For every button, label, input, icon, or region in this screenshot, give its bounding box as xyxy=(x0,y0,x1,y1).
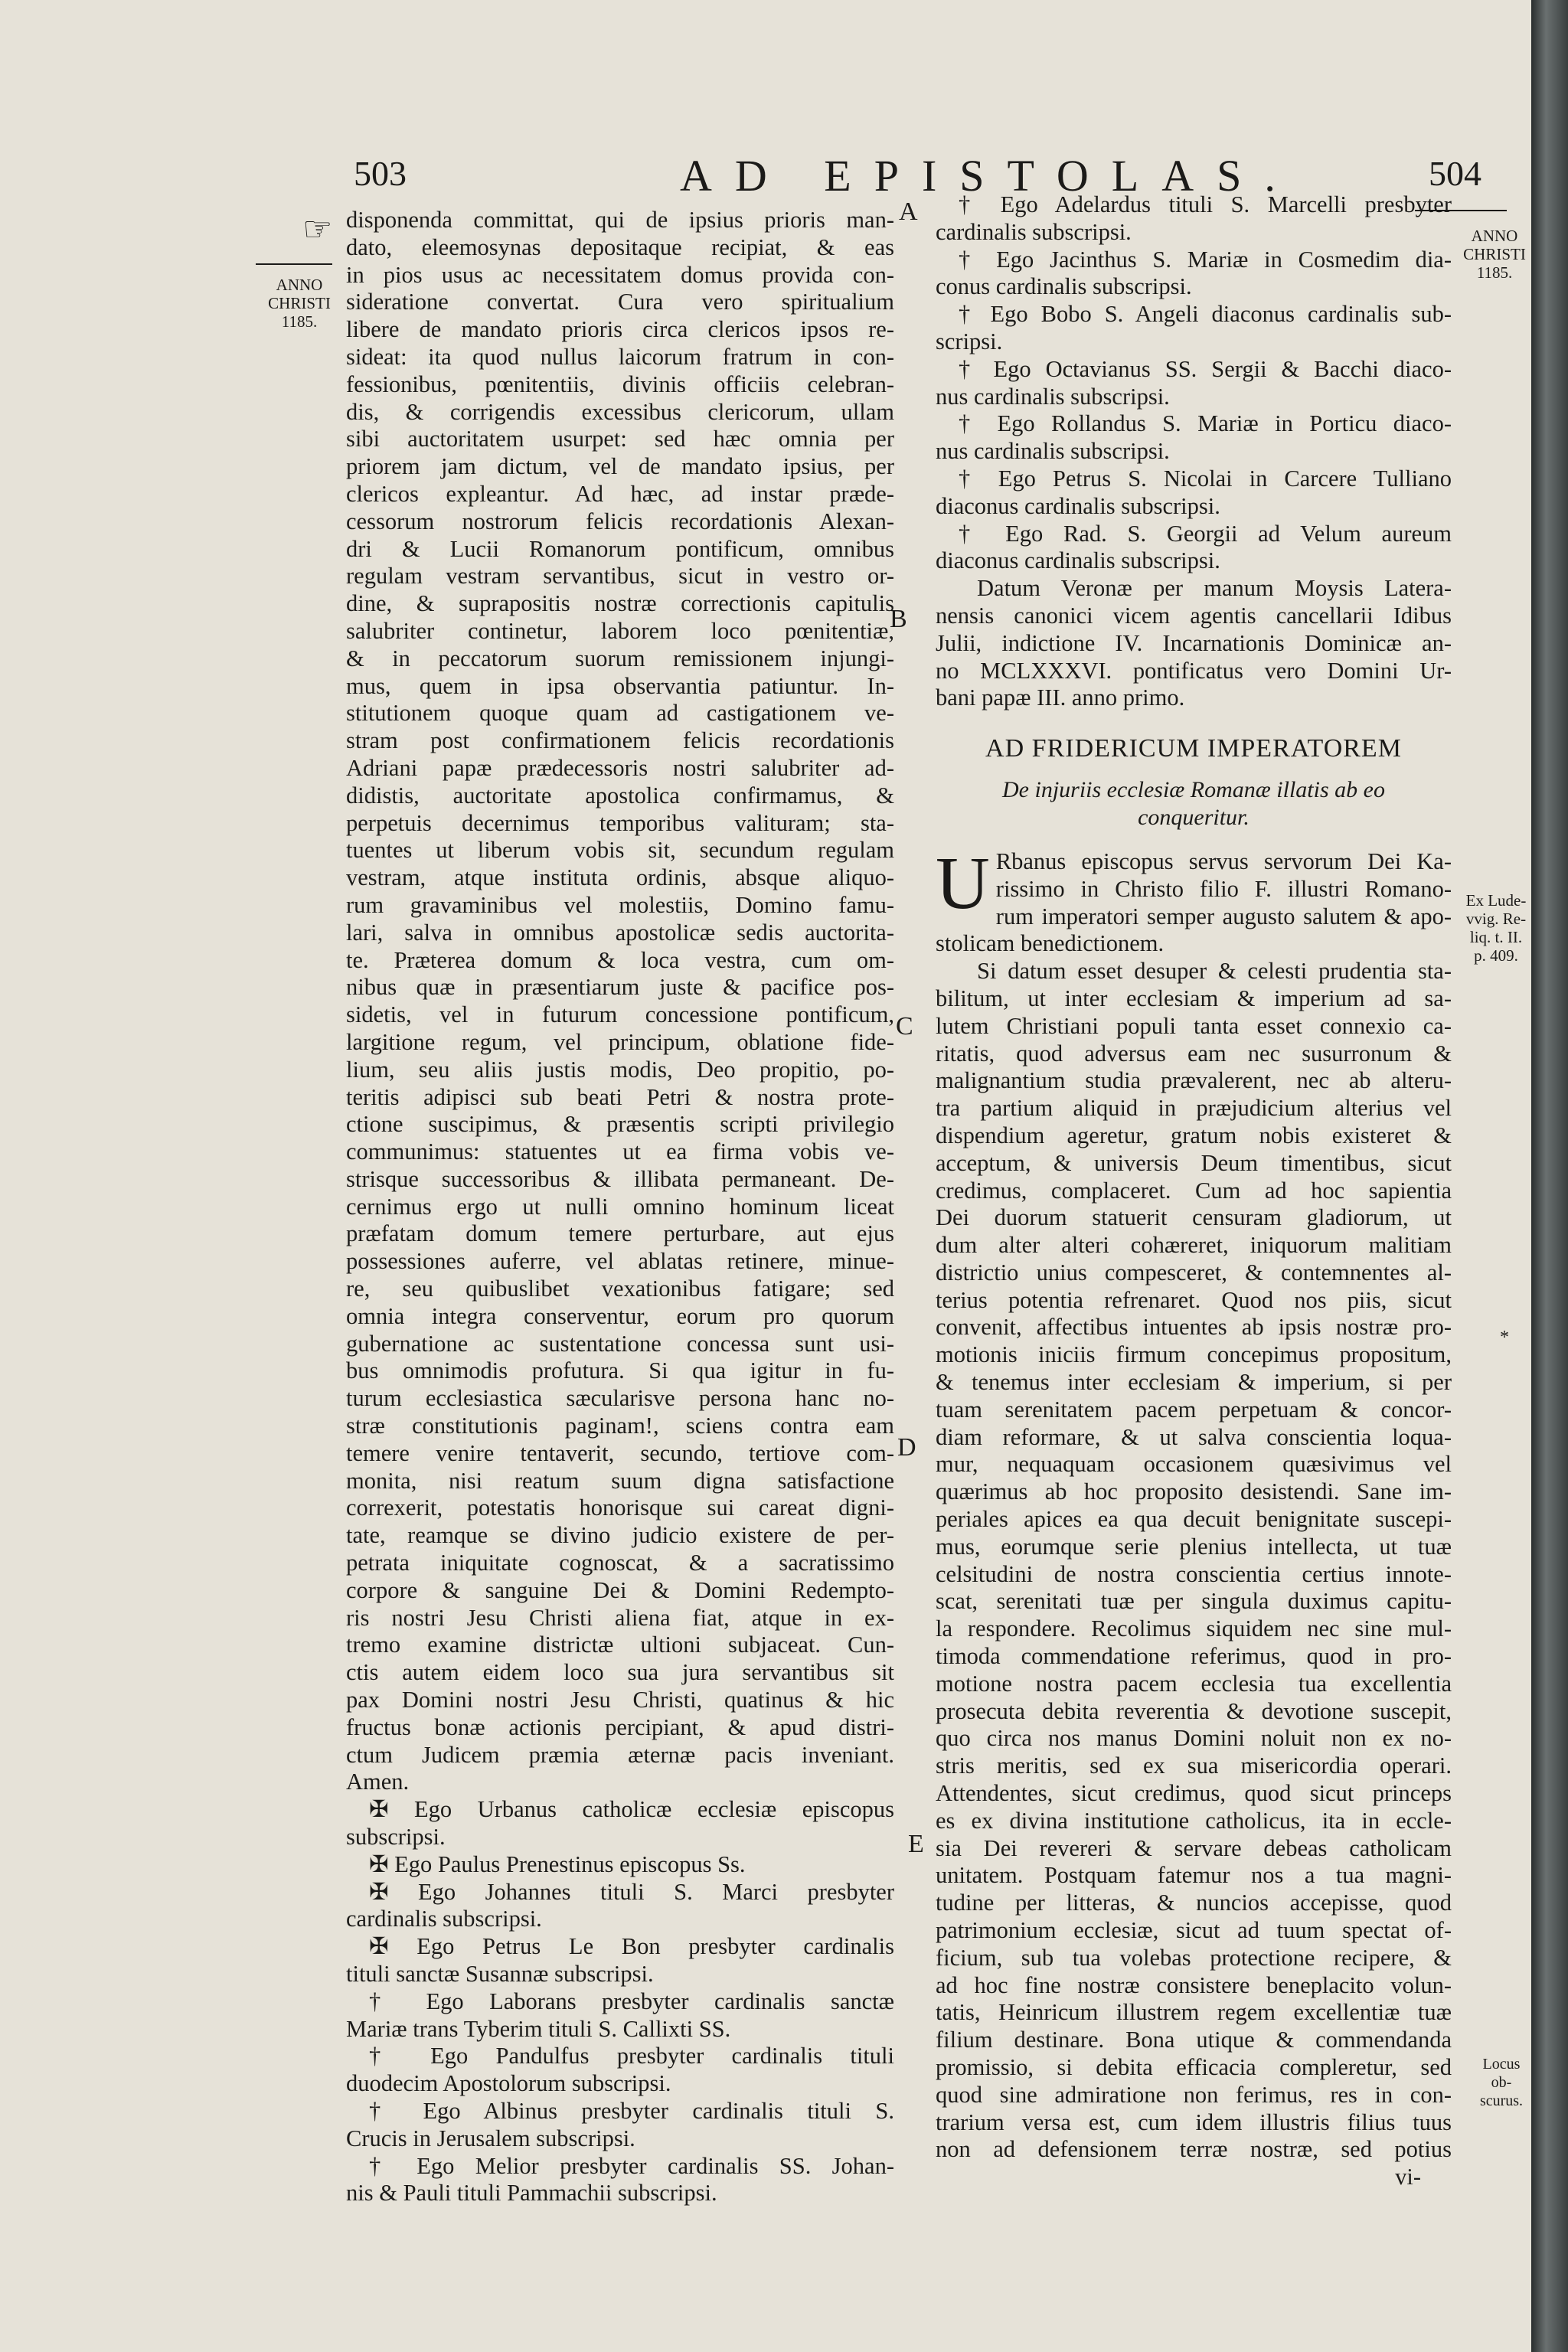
signature-line: † Ego Laborans presbyter cardinalis sanctæ xyxy=(369,1988,894,2014)
right-signatures xyxy=(936,191,1452,575)
text-line: dis, & corrigendis excessibus clericorum, ullam xyxy=(346,398,894,425)
text-line: convenit, affectibus intuentes ab ipsis nostræ pro- xyxy=(936,1314,1452,1341)
text-line: Dei duorum statuerit censuram gladiorum, ut xyxy=(936,1204,1452,1231)
text-line: stolicam benedictionem. xyxy=(936,930,1165,957)
text-line: lium, seu aliis justis modis, Deo propitio, po- xyxy=(346,1056,894,1083)
margin-year: 1185. xyxy=(281,312,318,331)
text-line: sia Dei revereri & servare debeas catholicam xyxy=(936,1834,1452,1861)
letter-opening xyxy=(936,841,1452,958)
text-line: re, seu quibuslibet vexationibus fatigare; sed xyxy=(346,1276,894,1302)
left-margin-rule xyxy=(256,263,332,265)
signature-line: scripsi. xyxy=(936,328,1003,354)
subtitle-line: conqueritur. xyxy=(1138,804,1250,830)
text-line: corpore & sanguine Dei & Domini Redempto- xyxy=(346,1576,894,1603)
margin-anno: ANNO xyxy=(276,276,323,294)
datum-paragraph xyxy=(936,575,1452,712)
text-line: tudine per litteras, & nuncios accepisse, quod xyxy=(936,1890,1452,1916)
text-line: Si datum esset desuper & celesti prudentia sta- xyxy=(977,958,1452,985)
text-line: teritis adipisci sub beati Petri & nostra prote- xyxy=(346,1083,894,1110)
left-body-text xyxy=(346,207,894,1796)
signature-entry xyxy=(936,301,1452,356)
text-line: quod sine admiratione non ferimus, res in con- xyxy=(936,2081,1452,2108)
text-line: sideratione convertat. Cura vero spiritualium xyxy=(346,289,894,315)
text-line: gubernatione ac sustentatione concessa sunt usi- xyxy=(346,1330,894,1357)
text-line: vestram, atque instituta ordinis, absque aliquo- xyxy=(346,864,894,891)
text-line: disponenda committat, qui de ipsius prioris man- xyxy=(346,207,894,233)
book-gutter xyxy=(1531,0,1568,2352)
text-line: dispendium ageretur, gratum nobis existeret & xyxy=(936,1122,1452,1148)
text-line: fessionibus, pœnitentiis, divinis officiis celebran- xyxy=(346,371,894,397)
text-line: quærimus ab hoc proposito desistendi. Sane im- xyxy=(936,1478,1452,1505)
text-line: ris nostri Jesu Christi aliena fiat, atque in ex- xyxy=(346,1604,894,1631)
section-letter-d: D xyxy=(897,1433,916,1462)
text-line: turum ecclesiastica sæcularisve persona hanc no- xyxy=(346,1385,894,1412)
text-line: Amen. xyxy=(346,1769,410,1795)
signature-entry xyxy=(936,521,1452,576)
text-line: scat, serenitati tuæ per singula duximus capitu- xyxy=(936,1588,1452,1615)
text-line: pax Domini nostri Jesu Christi, quatinus & hic xyxy=(346,1687,894,1713)
text-line: patrimonium ecclesiæ, sicut ad tuum spectat of- xyxy=(936,1917,1452,1944)
signature-line: diaconus cardinalis subscripsi. xyxy=(936,547,1220,574)
right-page-number: 504 xyxy=(1429,154,1481,193)
text-line: rum imperatori semper augusto salutem & apo- xyxy=(995,903,1452,929)
text-line: mus, quem in ipsa observantia patiuntur. In- xyxy=(346,672,894,699)
text-line: unitatem. Postquam fatemur nos a tua magni- xyxy=(936,1862,1452,1889)
text-line: tuentes ut liberum vobis sit, secundum regulam xyxy=(346,837,894,864)
text-line: stitutionem quoque quam ad castigationem ve- xyxy=(346,700,894,727)
text-line: sideat: ita quod nullus laicorum fratrum in con- xyxy=(346,343,894,370)
pointing-hand-icon: ☞ xyxy=(302,210,333,249)
margin-christi: CHRISTI xyxy=(1463,245,1526,263)
section-letter-a: A xyxy=(899,198,918,226)
signature-line: ✠ Ego Petrus Le Bon presbyter cardinalis xyxy=(369,1933,894,1960)
left-page-number: 503 xyxy=(354,154,407,193)
text-line: cernimus ergo ut nulli omnino hominum liceat xyxy=(346,1193,894,1220)
signature-entry xyxy=(936,191,1452,247)
locus-obscurus-note xyxy=(1472,2055,1531,2110)
locus-line: Locus ob- xyxy=(1482,2056,1521,2091)
signature-line: † Ego Albinus presbyter cardinalis tituli S. xyxy=(369,2097,894,2124)
text-line: periales apices ea qua decuit benignitate suscepi- xyxy=(936,1506,1452,1533)
text-line: Julii, indictione IV. Incarnationis Dominicæ an- xyxy=(936,629,1452,656)
text-line: celsitudini de nostra conscientia certius innote- xyxy=(936,1560,1452,1587)
signature-line: † Ego Pandulfus presbyter cardinalis tituli xyxy=(369,2043,894,2069)
text-line: temere venire tentaverit, secundo, tertiove com- xyxy=(346,1439,894,1466)
signature-line: † Ego Petrus S. Nicolai in Carcere Tulliano xyxy=(959,465,1452,492)
text-line: dine, & suprapositis nostræ correctionis capitulis xyxy=(346,590,894,617)
text-line: cessorum nostrorum felicis recordationis Alexan- xyxy=(346,508,894,534)
source-reference-note xyxy=(1461,891,1531,965)
text-line: correxerit, potestatis honorisque sui careat digni- xyxy=(346,1494,894,1521)
text-line: lutem Christiani populi tanta esset connexio ca- xyxy=(936,1012,1452,1039)
signature-line: ✠ Ego Paulus Prenestinus episcopus Ss. xyxy=(369,1851,746,1877)
signature-line: † Ego Jacinthus S. Mariæ in Cosmedim dia- xyxy=(959,246,1452,273)
text-line: possessiones auferre, vel ablatas retinere, minue- xyxy=(346,1248,894,1275)
text-line: prosecuta debita reverentia & devotione suscepit, xyxy=(936,1697,1452,1724)
text-line: stris meritis, sed ex sua misericordia operari. xyxy=(936,1753,1452,1779)
signature-line: † Ego Adelardus tituli S. Marcelli presbyter xyxy=(959,191,1452,217)
text-line: no MCLXXXVI. pontificatus vero Domini Ur- xyxy=(936,657,1452,684)
text-line: nensis canonici vicem agentis cancellarii Idibus xyxy=(936,602,1452,629)
signature-entry xyxy=(936,356,1452,411)
text-line: ctis autem eidem loco sua jura servantibus sit xyxy=(346,1659,894,1686)
text-line: bilitum, ut inter ecclesiam & imperium ad sa- xyxy=(936,985,1452,1011)
source-line: vvig. Re- xyxy=(1465,910,1527,928)
text-line: Attendentes, sicut credimus, quod sicut princeps xyxy=(936,1780,1452,1807)
text-line: ctione suscipimus, & præsentis scripti privilegio xyxy=(346,1111,894,1138)
signature-line: † Ego Octavianus SS. Sergii & Bacchi diaco- xyxy=(959,355,1452,382)
text-line: mus, eorumque serie plenius intellecta, ut tuæ xyxy=(936,1533,1452,1560)
signature-entry xyxy=(346,1796,894,1851)
left-signatures xyxy=(346,1796,894,2207)
signature-entry xyxy=(346,2098,894,2153)
signature-line: cardinalis subscripsi. xyxy=(936,218,1132,245)
signature-line: † Ego Rad. S. Georgii ad Velum aureum xyxy=(959,520,1452,547)
signature-line: diaconus cardinalis subscripsi. xyxy=(936,492,1220,519)
left-margin-year xyxy=(257,276,341,331)
text-line: largitione regum, vel principum, oblatione fide- xyxy=(346,1028,894,1055)
signature-line: cardinalis subscripsi. xyxy=(346,1906,542,1932)
text-line: terius potentia refrenaret. Quod nos piis, sicut xyxy=(936,1286,1452,1313)
text-line: ad hoc fine nostræ consistere beneplacito volun- xyxy=(936,1971,1452,1998)
signature-line: † Ego Bobo S. Angeli diaconus cardinalis sub- xyxy=(959,301,1452,328)
text-line: acceptum, & universis Deum timentibus, sicut xyxy=(936,1149,1452,1176)
signature-line: subscripsi. xyxy=(346,1824,446,1851)
text-line: te. Præterea domum & loca vestra, cum om- xyxy=(346,946,894,973)
signature-entry xyxy=(346,1851,894,1879)
right-margin-year xyxy=(1458,227,1531,282)
text-line: dum alter alteri cohæreret, iniquorum malitiam xyxy=(936,1232,1452,1259)
signature-line: conus cardinalis subscripsi. xyxy=(936,273,1192,300)
text-line: tatis, Heinricum illustrem regem excellentiæ tuæ xyxy=(936,1999,1452,2026)
text-line: dri & Lucii Romanorum pontificum, omnibus xyxy=(346,535,894,562)
text-line: regulam vestram servantibus, sicut in vestro or- xyxy=(346,563,894,590)
text-line: Adriani papæ prædecessoris nostri salubriter ad- xyxy=(346,754,894,781)
signature-entry xyxy=(346,1988,894,2043)
source-line: Ex Lude- xyxy=(1465,891,1527,910)
text-line: filium destinare. Bona utique & commendanda xyxy=(936,2027,1452,2053)
text-line: sidetis, vel in futurum concessione pontificum, xyxy=(346,1001,894,1028)
signature-line: † Ego Melior presbyter cardinalis SS. Johan- xyxy=(369,2152,894,2179)
text-line: tra partium aliquid in præjudicium alterius vel xyxy=(936,1095,1452,1122)
signature-line: ✠ Ego Johannes tituli S. Marci presbyter xyxy=(369,1878,894,1905)
signature-line: Mariæ trans Tyberim tituli S. Callixti SS. xyxy=(346,2015,731,2042)
text-line: ficium, sub tua volebas protectione recipere, & xyxy=(936,1944,1452,1971)
text-line: rum gravaminibus vel molestiis, Domino famu- xyxy=(346,891,894,918)
right-text-column xyxy=(936,191,1452,2191)
text-line: promissio, si debita efficacia compleretur, sed xyxy=(936,2054,1452,2080)
locus-line: scurus. xyxy=(1479,2092,1524,2109)
signature-line: nis & Pauli tituli Pammachii subscripsi. xyxy=(346,2180,717,2207)
section-title: AD FRIDERICUM IMPERATOREM xyxy=(985,734,1402,763)
text-line: communimus: statuentes ut ea firma vobis ve- xyxy=(346,1138,894,1165)
section-letter-e: E xyxy=(908,1830,924,1858)
text-line: sibi auctoritatem usurpet: sed hæc omnia per xyxy=(346,426,894,452)
text-line: motione nostra pacem ecclesia tua excellentia xyxy=(936,1670,1452,1697)
signature-entry xyxy=(936,410,1452,466)
text-line: stræ constitutionis paginam!, sciens contra eam xyxy=(346,1413,894,1439)
text-line: omnia integra conserventur, eorum pro quorum xyxy=(346,1302,894,1329)
left-text-column xyxy=(346,207,894,2207)
text-line: petrata iniquitate cognoscat, & a sacratissimo xyxy=(346,1550,894,1576)
text-line: dato, eleemosynas depositaque recipiat, & eas xyxy=(346,234,894,260)
text-line: timoda commendatione referimus, quod in pro- xyxy=(936,1643,1452,1670)
section-letter-c: C xyxy=(896,1012,913,1040)
text-line: la respondere. Recolimus siquidem nec sine mul- xyxy=(936,1615,1452,1642)
text-line: monita, nisi reatum suum digna satisfactione xyxy=(346,1467,894,1494)
signature-entry xyxy=(346,1879,894,1934)
text-line: nibus quæ in præsentiarum juste & pacifice pos- xyxy=(346,974,894,1001)
text-line: priorem jam dictum, vel de mandato ipsius, per xyxy=(346,453,894,480)
text-line: & tenemus inter ecclesiam & imperium, si per xyxy=(936,1369,1452,1396)
text-line: districtio unius compesceret, & contemnentes al- xyxy=(936,1259,1452,1285)
text-line: rissimo in Christo filio F. illustri Romano- xyxy=(995,875,1452,902)
text-line: quo circa nos manus Domini noluit non ex no- xyxy=(936,1725,1452,1752)
margin-year: 1185. xyxy=(1476,263,1513,282)
catchword: vi- xyxy=(1395,2164,1421,2190)
signature-line: nus cardinalis subscripsi. xyxy=(936,438,1170,465)
text-line: strisque successoribus & illibata permaneant. De- xyxy=(346,1165,894,1192)
text-line: in pios usus ac necessitatem domus provida con- xyxy=(346,261,894,288)
text-line: stram post confirmationem felicis recordationis xyxy=(346,727,894,754)
text-line: Datum Veronæ per manum Moysis Latera- xyxy=(977,575,1452,602)
text-line: diam reformare, & ut salva conscientia loqua- xyxy=(936,1423,1452,1450)
source-line: liq. t. II. xyxy=(1469,928,1523,946)
signature-entry xyxy=(936,466,1452,521)
signature-line: † Ego Rollandus S. Mariæ in Porticu diaco- xyxy=(959,410,1452,437)
text-line: tuam serenitatem pacem perpetuam & concor- xyxy=(936,1396,1452,1423)
signature-line: Crucis in Jerusalem subscripsi. xyxy=(346,2125,635,2151)
text-line: tate, reamque se divino judicio existere de per- xyxy=(346,1522,894,1549)
signature-line: tituli sanctæ Susannæ subscripsi. xyxy=(346,1961,654,1987)
signature-line: nus cardinalis subscripsi. xyxy=(936,383,1170,410)
subtitle-line: De injuriis ecclesiæ Romanæ illatis ab eo xyxy=(1002,776,1385,802)
text-line: credimus, complaceret. Cum ad hoc sapientia xyxy=(936,1177,1452,1204)
text-line: tremo examine districtæ ultioni subjaceat. Cun- xyxy=(346,1632,894,1658)
drop-cap: U xyxy=(936,841,990,925)
text-line: es ex divina institutione catholicus, ita in eccle- xyxy=(936,1807,1452,1834)
text-line: bani papæ III. anno primo. xyxy=(936,684,1185,711)
text-line: motionis iniciis firmum concepimus propositum, xyxy=(936,1341,1452,1368)
signature-entry xyxy=(346,2153,894,2208)
text-line: malignantium studia prævalerent, nec ab alteru- xyxy=(936,1067,1452,1094)
opening-lines xyxy=(936,841,1452,958)
signature-entry xyxy=(346,2043,894,2098)
signature-line: ✠ Ego Urbanus catholicæ ecclesiæ episcopus xyxy=(369,1796,894,1823)
text-line: non ad defensionem terræ nostræ, sed potius xyxy=(936,2136,1452,2163)
section-subtitle xyxy=(936,776,1452,831)
text-line: & in peccatorum suorum remissionem injungi- xyxy=(346,645,894,671)
signature-line: duodecim Apostolorum subscripsi. xyxy=(346,2070,671,2097)
text-line: fructus bonæ actionis percipiant, & apud distri- xyxy=(346,1713,894,1740)
text-line: Rbanus episcopus servus servorum Dei Ka- xyxy=(995,848,1452,874)
text-line: perpetuis decernimus temporibus valituram; sta- xyxy=(346,809,894,836)
right-body-text xyxy=(936,958,1452,2164)
text-line: mur, nequaquam occasionem quæsivimus vel xyxy=(936,1451,1452,1478)
source-line: p. 409. xyxy=(1474,946,1518,965)
signature-entry xyxy=(936,247,1452,302)
text-line: trarium versa est, cum idem illustris filius tuus xyxy=(936,2109,1452,2135)
text-line: ctum Judicem præmia æternæ pacis inveniant. xyxy=(346,1741,894,1768)
margin-star: * xyxy=(1500,1328,1509,1348)
running-title: AD EPISTOLAS. xyxy=(680,151,1298,201)
section-letter-b: B xyxy=(890,605,907,633)
text-line: bus omnimodis profutura. Si qua igitur in fu- xyxy=(346,1357,894,1384)
signature-entry xyxy=(346,1933,894,1988)
text-line: salubriter continetur, laborem loco pœnitentiæ, xyxy=(346,617,894,644)
margin-anno: ANNO xyxy=(1471,227,1518,245)
text-line: ritatis, quod adversus eam nec susurronum & xyxy=(936,1040,1452,1067)
text-line: præfatam domum temere perturbare, aut ejus xyxy=(346,1220,894,1247)
text-line: libere de mandato prioris circa clericos ipsos re- xyxy=(346,316,894,343)
text-line: clericos expleantur. Ad hæc, ad instar præde- xyxy=(346,480,894,507)
margin-christi: CHRISTI xyxy=(268,294,331,312)
text-line: lari, salva in omnibus apostolicæ sedis auctorita- xyxy=(346,919,894,946)
text-line: didistis, auctoritate apostolica confirmamus, & xyxy=(346,782,894,808)
